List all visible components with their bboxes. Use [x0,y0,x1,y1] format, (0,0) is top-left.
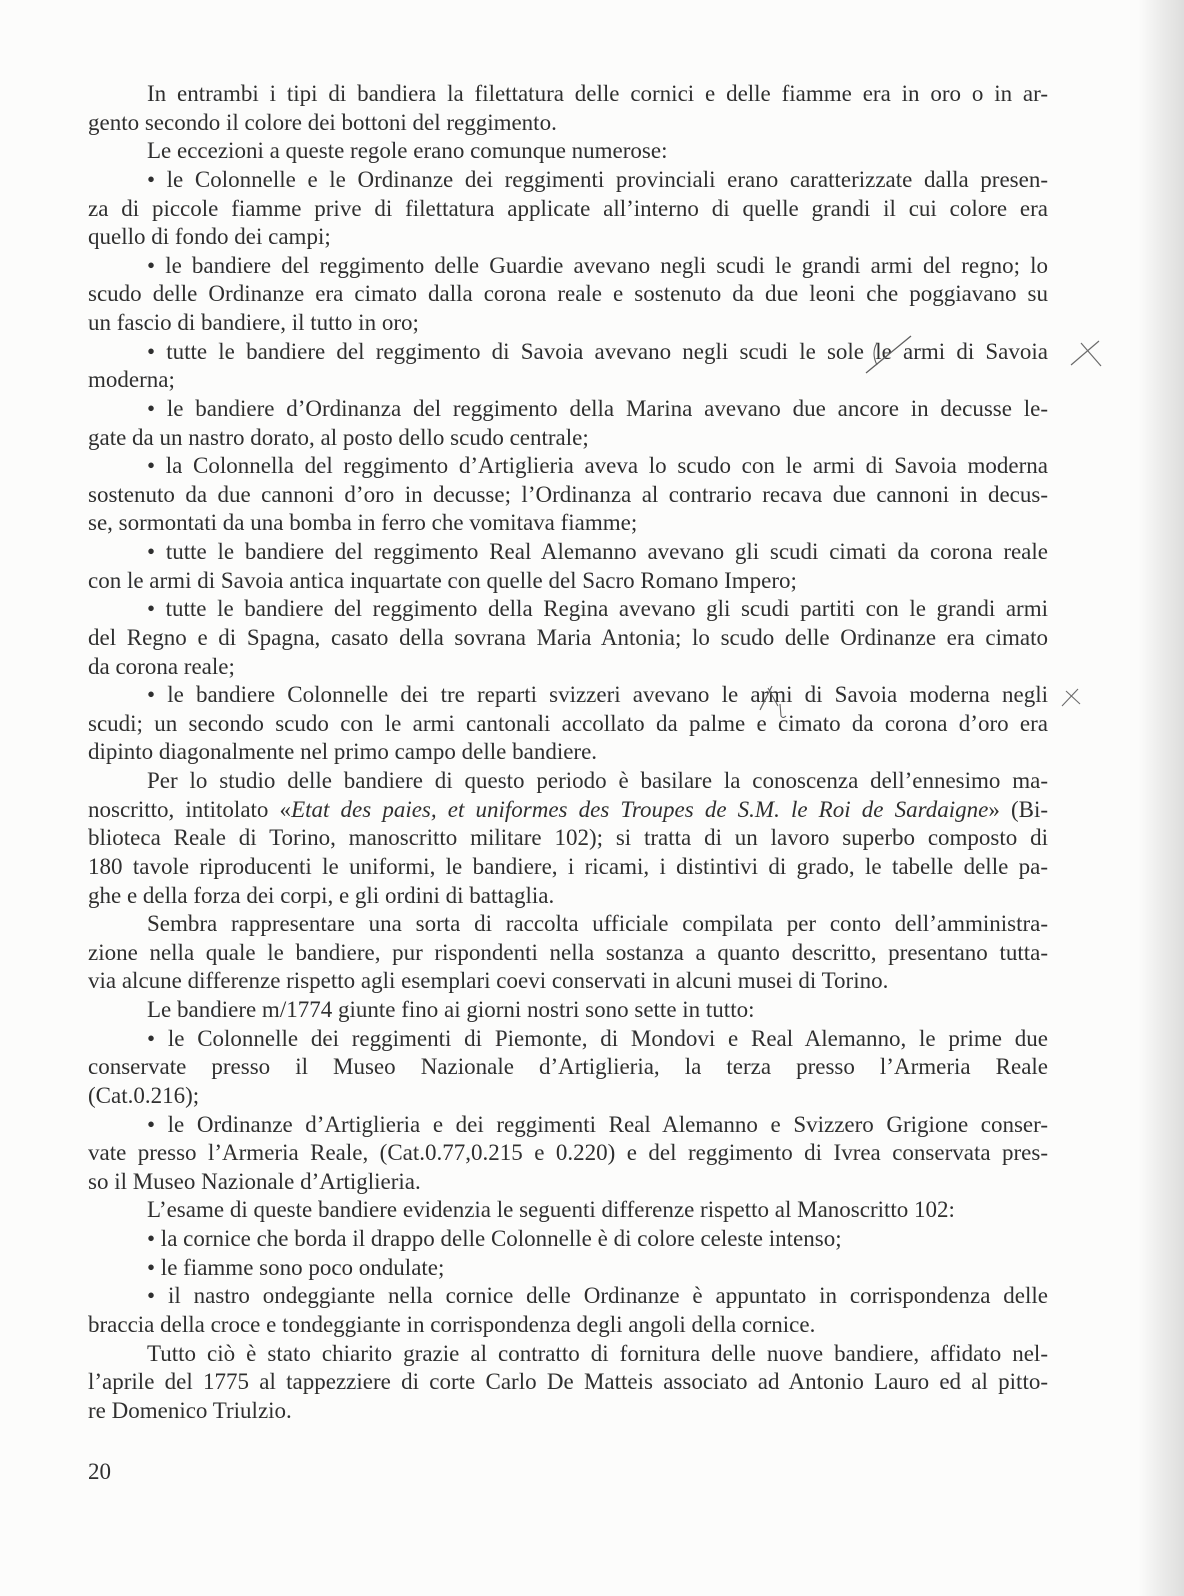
struck-word [875,339,892,364]
book-gutter-shadow [1138,0,1184,1596]
text-line: In entrambi i tipi di bandiera la filettatura delle cornici e delle fiamme era in oro o in ar- [147,81,1048,106]
text-line: • tutte le bandiere del reggimento della Regina avevano gli scudi partiti con le grandi armi [147,596,1048,622]
manuscript-title: Etat des paies, et uniformes des Troupes de S.M. le Roi de Sardaigne [291,796,989,822]
text-line: • le Ordinanze d’Artiglieria e dei reggimenti Real Alemanno e Svizzero Grigione conser- [147,1111,1048,1137]
text-line: re Domenico Triulzio. [88,1397,292,1423]
text-line: • le bandiere d’Ordinanza del reggimento della Marina avevano due ancore in decusse le- [147,395,1048,421]
text-line: • le bandiere del reggimento delle Guardie avevano negli scudi le grandi armi del regno; lo [147,252,1048,278]
text-line: za di piccole fiamme prive di filettatura applicate all’interno di quelle grandi il cui colore era [88,195,1048,221]
line-text: armi di Savoia [891,338,1048,364]
text-line: un fascio di bandiere, il tutto in oro; [88,310,419,335]
line-text: di Savoia moderna negli [792,682,1048,708]
text-line [88,681,1048,710]
text-line: scudi; un secondo scudo con le armi cantonali accollato da palme e cimato da corona d’oro era [88,710,1048,736]
text-line [88,338,1048,367]
text-line: ghe e della forza dei corpi, e gli ordini di battaglia. [88,882,555,908]
text-line: so il Museo Nazionale d’Artiglieria. [88,1168,421,1194]
text-line: scudo delle Ordinanze era cimato dalla corona reale e sostenuto da due leoni che poggiavano su [88,281,1048,307]
text-line: L’esame di queste bandiere evidenzia le seguenti differenze rispetto al Manoscritto 102: [147,1197,955,1223]
text-line: • tutte le bandiere del reggimento Real Alemanno avevano gli scudi cimati da corona reale [147,539,1048,564]
text-line: Tutto ciò è stato chiarito grazie al contratto di fornitura delle nuove bandiere, affidato nel- [147,1340,1048,1366]
text-line: gate da un nastro dorato, al posto dello scudo centrale; [88,424,589,450]
page-number: 20 [88,1459,111,1484]
text-line: da corona reale; [88,653,235,679]
text-line: Sembra rappresentare una sorta di raccolta ufficiale compilata per conto dell’amministra- [147,911,1048,937]
text-line: Le bandiere m/1774 giunte fino ai giorni nostri sono sette in tutto: [147,997,755,1022]
text-line: • le Colonnelle e le Ordinanze dei reggimenti provinciali erano caratterizzate dalla presen- [147,166,1048,192]
text-line: braccia della croce e tondeggiante in corrispondenza degli angoli della cornice. [88,1311,816,1337]
text-line: gento secondo il colore dei bottoni del reggimento. [88,109,557,135]
text-line: l’aprile del 1775 al tappezziere di corte Carlo De Matteis associato ad Antonio Lauro ed al pitto- [88,1369,1048,1395]
margin-correction-x-mark [1068,336,1104,368]
text-line: sostenuto da due cannoni d’oro in decusse; l’Ordinanza al contrario recava due cannoni in decus- [88,481,1048,507]
text-line: Le eccezioni a queste regole erano comunque numerose: [147,138,668,164]
line-text: • le bandiere Colonnelle dei tre reparti svizzeri avevano le [147,682,751,708]
text-line: Per lo studio delle bandiere di questo periodo è basilare la conoscenza dell’ennesimo ma- [147,768,1048,793]
page-body-text [88,80,1048,1425]
text-line: zione nella quale le bandiere, pur rispondenti nella sostanza a quanto descritto, presentano tutta- [88,939,1048,965]
text-line: via alcune differenze rispetto agli esemplari coevi conservati in alcuni musei di Torino. [88,968,889,994]
text-line: del Regno e di Spagna, casato della sovrana Maria Antonia; lo scudo delle Ordinanze era cimato [88,624,1048,650]
text-line: (Cat.0.216); [88,1082,200,1108]
margin-correction-x-mark [1060,686,1082,708]
text-line: • le Colonnelle dei reggimenti di Piemonte, di Mondovi e Real Alemanno, le prime due [147,1025,1048,1051]
text-line: con le armi di Savoia antica inquartate con quelle del Sacro Romano Impero; [88,567,797,593]
text-line: 180 tavole riproducenti le uniformi, le bandiere, i ricami, i distintivi di grado, le tabelle delle pa- [88,853,1048,879]
text-line: • la Colonnella del reggimento d’Artiglieria aveva lo scudo con le armi di Savoia moderna [147,453,1048,479]
text-line: • il nastro ondeggiante nella cornice delle Ordinanze è appuntato in corrispondenza delle [147,1283,1048,1309]
marked-word [750,682,792,707]
text-line: conservate presso il Museo Nazionale d’Artiglieria, la terza presso l’Armeria Reale [88,1054,1048,1080]
text-line: vate presso l’Armeria Reale, (Cat.0.77,0.215 e 0.220) e del reggimento di Ivrea conservata pres- [88,1140,1048,1166]
text-line: • le fiamme sono poco ondulate; [147,1254,445,1280]
text-line: quello di fondo dei campi; [88,224,331,250]
text-line: se, sormontati da una bomba in ferro che vomitava fiamme; [88,510,638,536]
marked-word-text: armi [750,682,793,708]
line-text: • tutte le bandiere del reggimento di Savoia avevano negli scudi le sole [147,338,876,364]
struck-word-text: le [875,338,892,364]
text-line: moderna; [88,367,175,393]
text-line: blioteca Reale di Torino, manoscritto militare 102); si tratta di un lavoro superbo composto di [88,825,1048,851]
line-text: noscritto, intitolato « [88,796,292,822]
line-text: » (Bi- [988,796,1048,822]
text-line: dipinto diagonalmente nel primo campo delle bandiere. [88,739,598,765]
text-line: • la cornice che borda il drappo delle Colonnelle è di colore celeste intenso; [147,1226,842,1251]
text-line [88,796,1048,825]
